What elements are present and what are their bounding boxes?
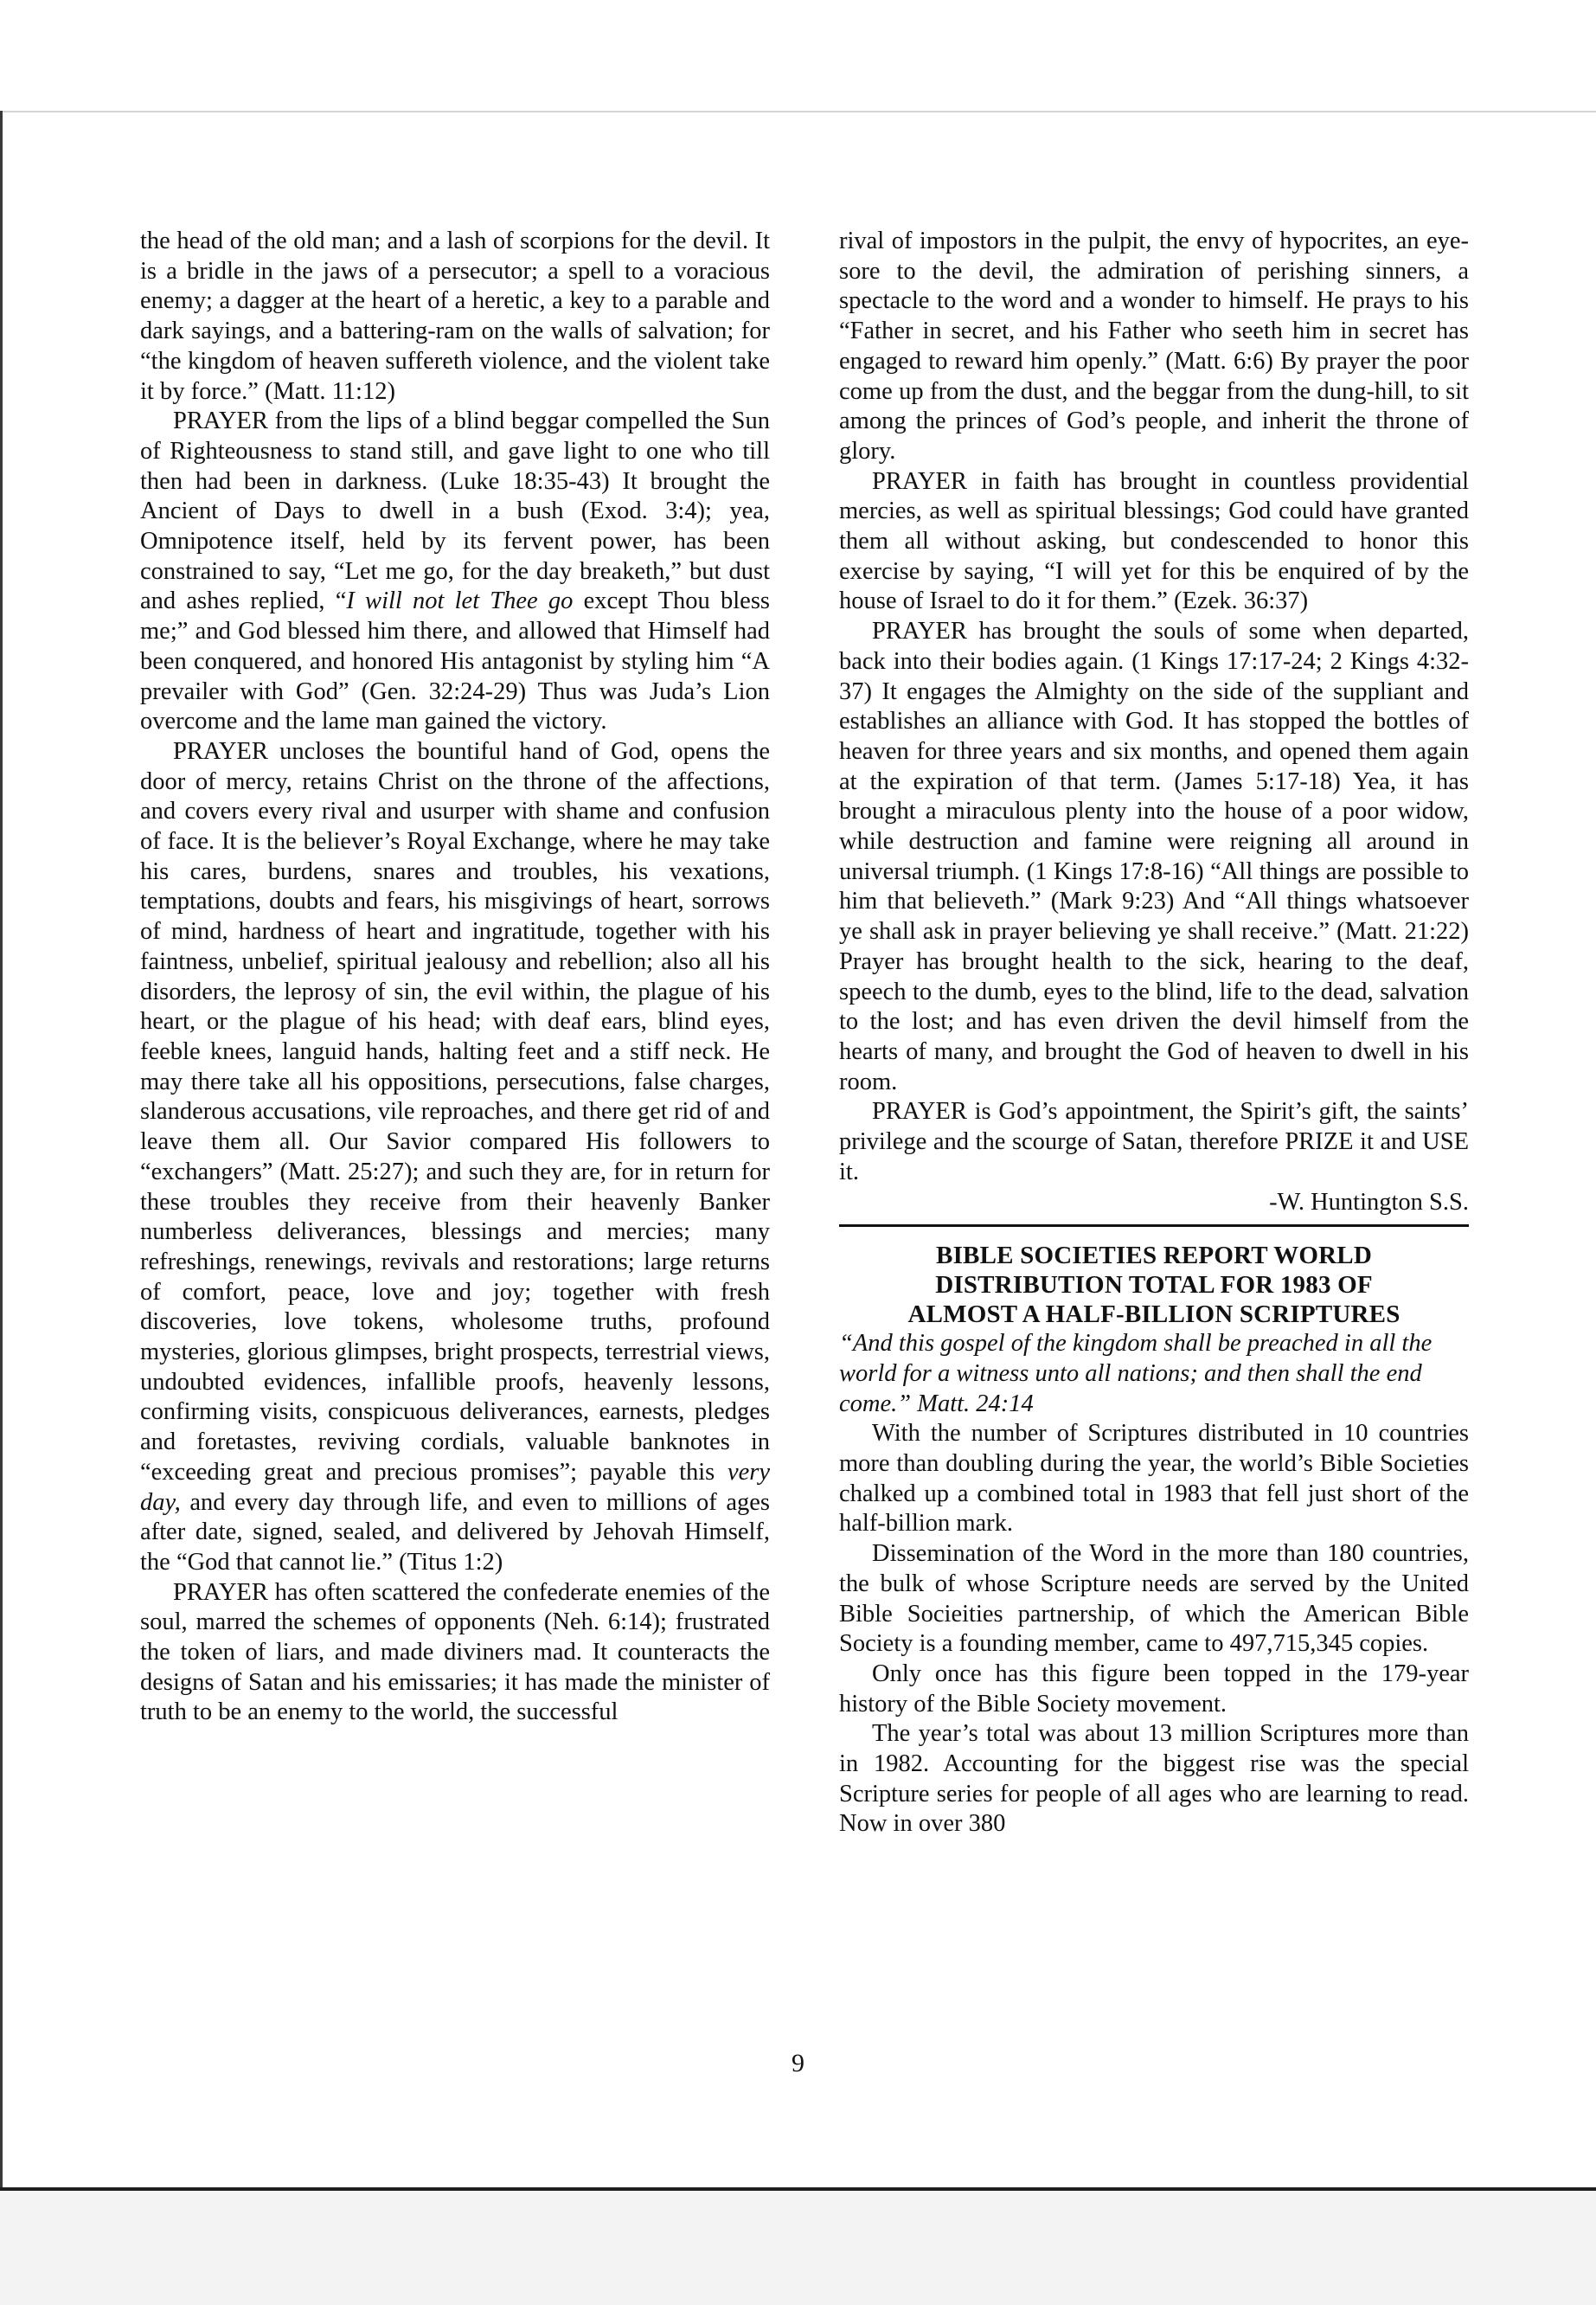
article-paragraph-1: With the number of Scriptures distributed in 10 countries more than doubling during the year, the world’s Bible Societies chalked up a combined total in 1983 that fell just short of the half-billion mark. (839, 1420, 1469, 1538)
article-paragraph-3: Only once has this figure been topped in the 179-year history of the Bible Society movement. (839, 1660, 1469, 1718)
left-paragraph-2-text-b: except Thou bless me;” and God blessed him there, and allowed that Himself had been conquered, and honored His antagonist by styling him “A prevailer with God” (Gen. 32:24-29) Thus was Juda’s Lion overcome and the lame man gained the victory. (140, 587, 770, 735)
right-column (839, 227, 1469, 2009)
article-paragraph-2: Dissemination of the Word in the more than 180 countries, the bulk of whose Scripture needs are served by the United Bible Socieities partnership, of which the American Bible Society is a founding member, came to 497,715,345 copies. (839, 1540, 1469, 1658)
section-divider (839, 1224, 1469, 1227)
article-headline-line-2: DISTRIBUTION TOTAL FOR 1983 OF (935, 1271, 1373, 1300)
article-headline-line-3: ALMOST A HALF-BILLION SCRIPTURES (907, 1300, 1401, 1329)
scan-top-margin (0, 0, 1596, 112)
left-paragraph-3-text-a: PRAYER uncloses the bountiful hand of God, opens the door of mercy, retains Christ on the throne of the affections, and covers every rival and usurper with shame and confusion of face. It is the believer’s Royal Exchange, where he may take his cares, burdens, snares and troubles, his vexations, temptations, doubts and fears, his misgivings of heart, sorrows of mind, hardness of heart and ingratitude, together with his faintness, unbelief, spiritual jealousy and rebellion; also all his disorders, the leprosy of sin, the evil within, the plague of his heart, or the plague of his head; with deaf ears, blind eyes, feeble knees, languid hands, halting feet and a stiff neck. He may there take all his oppositions, persecutions, false charges, slanderous accusations, vile reproaches, and there get rid of and leave them all. Our Savior compared His followers to “exchangers” (Matt. 25:27); and such they are, for in return for these troubles they receive from their heavenly Banker numberless deliverances, blessings and mercies; many refreshings, renewings, revivals and restorations; large returns of comfort, peace, love and joy; together with fresh discoveries, love tokens, wholesome truths, profound mysteries, glorious glimpses, bright prospects, terrestrial views, undoubted evidences, infallible proofs, heavenly lessons, confirming visits, conspicuous deliverances, earnests, pledges and foretastes, reviving cordials, valuable banknotes in “exceeding great and precious promises”; payable this (140, 737, 770, 1486)
page-number: 9 (792, 2049, 804, 2077)
scan-left-edge (0, 111, 3, 2187)
author-signature: -W. Huntington S.S. (1269, 1188, 1469, 1216)
right-paragraph-3: PRAYER has brought the souls of some when departed, back into their bodies again. (1 Kings 17:17-24; 2 Kings 4:32-37) It engages the Almighty on the side of the suppliant and establishes an alliance with God. It has stopped the bottles of heaven for three years and six months, and opened them again at the expiration of that term. (James 5:17-18) Yea, it has brought a miraculous plenty into the house of a poor widow, while destruction and famine were reigning all around in universal triumph. (1 Kings 17:8-16) “All things are possible to him that believeth.” (Mark 9:23) And “All things whatsoever ye shall ask in prayer believing ye shall receive.” (Matt. 21:22) Prayer has brought health to the sick, hearing to the deaf, speech to the dumb, eyes to the blind, life to the dead, salvation to the lost; and has even driven the devil himself from the hearts of many, and brought the God of heaven to dwell in his room. (839, 618, 1469, 1095)
left-paragraph-2 (140, 407, 770, 737)
right-paragraph-4: PRAYER is God’s appointment, the Spirit’s gift, the saints’ privilege and the scourge of Satan, therefore PRIZE it and USE it. (839, 1098, 1469, 1185)
right-paragraph-1: rival of impostors in the pulpit, the envy of hypocrites, an eye-sore to the devil, the admiration of perishing sinners, a spectacle to the word and a wonder to himself. He prays to his “Father in secret, and his Father who seeth him in secret has engaged to reward him openly.” (Matt. 6:6) By prayer the poor come up from the dust, and the beggar from the dung-hill, to sit among the princes of God’s people, and inherit the throne of glory. (839, 228, 1469, 465)
scan-bottom-margin (0, 2187, 1596, 2305)
signature-row (839, 1188, 1469, 1218)
article-epigraph: “And this gospel of the kingdom shall be preached in all the world for a witness unto all nations; and then shall the end come.” Matt. 24:14 (839, 1330, 1433, 1417)
article-section (839, 1241, 1469, 1840)
left-paragraph-4: PRAYER has often scattered the confederate enemies of the soul, marred the schemes of opponents (Neh. 6:14); frustrated the token of liars, and made diviners mad. It counteracts the designs of Satan and his emissaries; it has made the minister of truth to be an enemy to the world, the successful (140, 1578, 770, 1726)
left-paragraph-3-text-b: and every day through life, and even to millions of ages after date, signed, sealed, and delivered by Jehovah Himself, the “God that cannot lie.” (Titus 1:2) (140, 1488, 770, 1576)
article-paragraph-4: The year’s total was about 13 million Scriptures more than in 1982. Accounting for the biggest rise was the special Scripture series for people of all ages who are learning to read. Now in over 380 (839, 1720, 1469, 1838)
article-headline-line-1: BIBLE SOCIETIES REPORT WORLD (936, 1242, 1372, 1270)
left-column (140, 227, 770, 2009)
left-paragraph-2-italic: I will not let Thee go (346, 587, 574, 615)
right-paragraph-2: PRAYER in faith has brought in countless providential mercies, as well as spiritual blessings; God could have granted them all without asking, but condescended to honor this exercise by saying, “I will yet for this be enquired of by the house of Israel to do it for them.” (Ezek. 36:37) (839, 467, 1469, 615)
left-paragraph-2-text-a: PRAYER from the lips of a blind beggar compelled the Sun of Righteousness to stand still, and gave light to one who till then had been in darkness. (Luke 18:35-43) It brought the Ancient of Days to dwell in a bush (Exod. 3:4); yea, Omnipotence itself, held by its fervent power, has been constrained to say, “Let me go, for the day breaketh,” but dust and ashes replied, “ (140, 408, 770, 615)
left-paragraph-3 (140, 737, 770, 1578)
left-paragraph-1: the head of the old man; and a lash of scorpions for the devil. It is a bridle in the jaws of a persecutor; a spell to a voracious enemy; a dagger at the heart of a heretic, a key to a parable and dark sayings, and a battering-ram on the walls of salvation; for “the kingdom of heaven suffereth violence, and the violent take it by force.” (Matt. 11:12) (140, 228, 770, 405)
left-paragraph-3-italic: very day, (140, 1458, 770, 1516)
